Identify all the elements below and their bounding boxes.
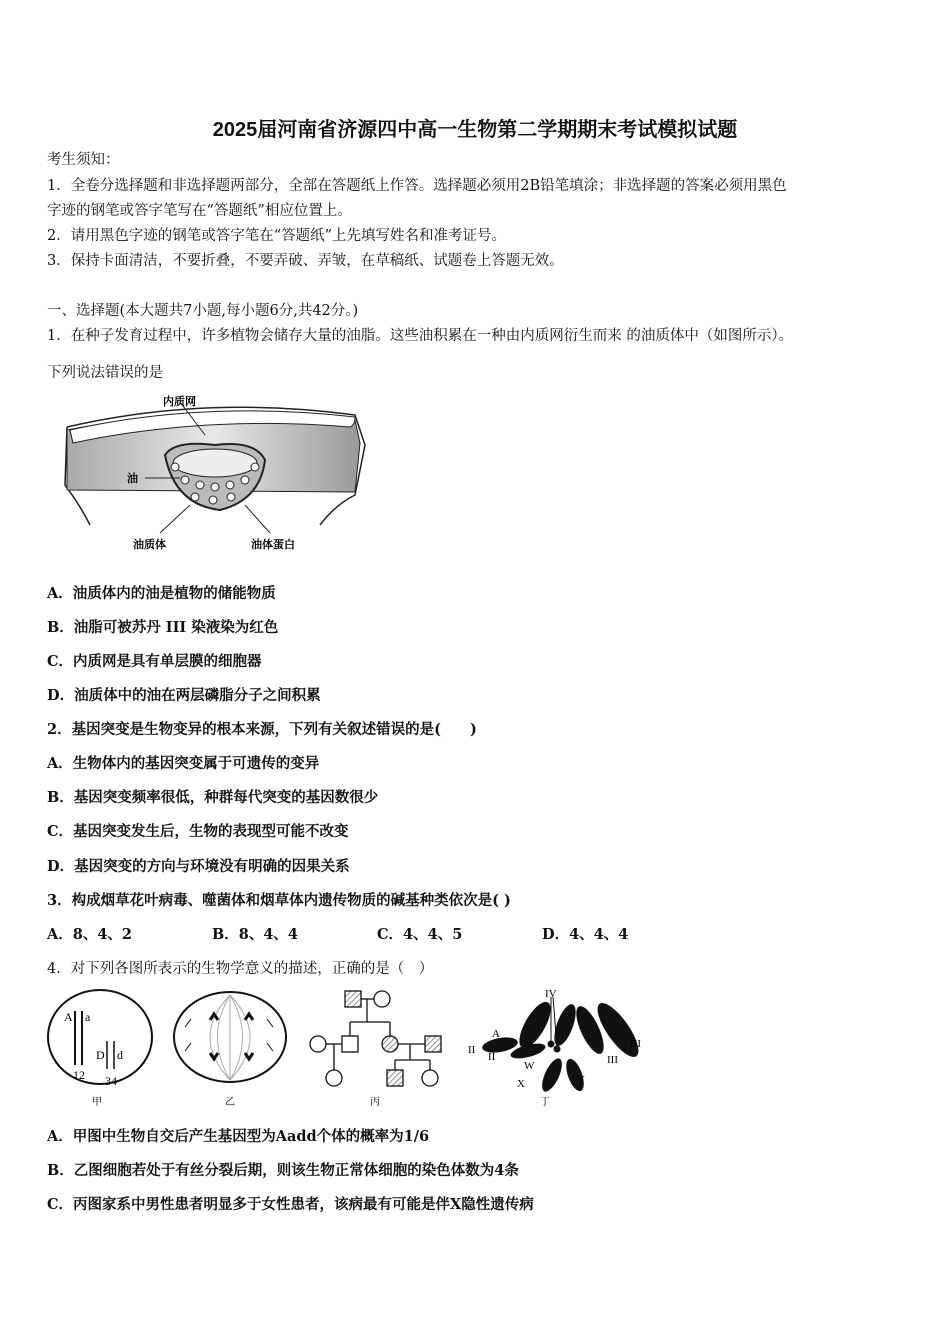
figure-bing <box>310 991 441 1108</box>
figure-yi <box>174 992 286 1108</box>
notice-heading: 考生须知： <box>47 152 120 168</box>
svg-text:a: a <box>536 1044 541 1056</box>
q1-stem-cont: 下列说法错误的是 <box>47 365 163 381</box>
q1-option-b: B．油脂可被苏丹 III 染液染为红色 <box>47 619 279 636</box>
notice-item: 2．请用黑色字迹的钢笔或答字笔在“答题纸”上先填写姓名和准考证号。 <box>47 228 507 244</box>
caption-jia: 甲 <box>92 1097 102 1108</box>
q2-option-d: D．基因突变的方向与环境没有明确的因果关系 <box>47 858 350 875</box>
q4-option-c: C．丙图家系中男性患者明显多于女性患者，该病最有可能是伴X隐性遗传病 <box>47 1196 534 1213</box>
q2-option-b: B．基因突变频率很低，种群每代突变的基因数很少 <box>47 789 379 806</box>
svg-text:Y: Y <box>577 1074 585 1086</box>
svg-text:III: III <box>607 1054 618 1066</box>
q1-option-c: C．内质网是具有单层膜的细胞器 <box>47 653 262 670</box>
q4-option-b: B．乙图细胞若处于有丝分裂后期，则该生物正常体细胞的染色体数为4条 <box>47 1162 519 1179</box>
label-oleosin: 油体蛋白 <box>251 539 295 551</box>
q1-option-a: A．油质体内的油是植物的储能物质 <box>47 585 276 602</box>
q4-option-a: A．甲图中生物自交后产生基因型为Aadd个体的概率为1/6 <box>47 1128 430 1145</box>
q1-stem: 1．在种子发育过程中，许多植物会储存大量的油脂。这些油积累在一种由内质网衍生而来 的油质体中（如图所示）。 <box>47 328 794 344</box>
svg-text:III: III <box>630 1038 641 1050</box>
svg-text:A: A <box>492 1028 500 1040</box>
svg-text:12: 12 <box>73 1068 85 1082</box>
q2-option-a: A．生物体内的基因突变属于可遗传的变异 <box>47 755 320 772</box>
q3-stem: 3．构成烟草花叶病毒、噬菌体和烟草体内遗传物质的碱基种类依次是( ) <box>47 892 511 909</box>
notice-item: 1．全卷分选择题和非选择题两部分，全部在答题纸上作答。选择题必须用2B铅笔填涂；非选择题的答案必须用黑色 <box>47 178 787 194</box>
svg-text:X: X <box>517 1078 525 1090</box>
q4-figures <box>40 985 650 1110</box>
page-title: 2025届河南省济源四中高一生物第二学期期末考试模拟试题 <box>212 119 738 141</box>
svg-text:IV: IV <box>545 988 557 1000</box>
svg-text:34: 34 <box>105 1074 117 1088</box>
caption-yi: 乙 <box>225 1097 235 1108</box>
svg-text:A: A <box>64 1010 73 1024</box>
q2-stem: 2．基因突变是生物变异的根本来源，下列有关叙述错误的是( ) <box>47 721 477 738</box>
section-heading: 一、选择题(本大题共7小题,每小题6分,共42分。) <box>47 303 359 319</box>
figure-ding <box>468 988 645 1108</box>
label-oleosome: 油质体 <box>133 539 166 551</box>
caption-ding: 丁 <box>540 1097 550 1108</box>
svg-text:a: a <box>85 1010 91 1024</box>
label-er: 内质网 <box>163 396 196 408</box>
svg-text:II: II <box>468 1044 476 1056</box>
q3-option-b: B．8、4、4 <box>212 926 299 943</box>
q3-option-d: D．4、4、4 <box>542 926 629 943</box>
notice-item: 字迹的钢笔或答字笔写在“答题纸”相应位置上。 <box>47 203 352 219</box>
svg-text:D: D <box>96 1048 105 1062</box>
q1-option-d: D．油质体中的油在两层磷脂分子之间积累 <box>47 687 321 704</box>
q2-option-c: C．基因突变发生后，生物的表现型可能不改变 <box>47 823 349 840</box>
q3-option-c: C．4、4、5 <box>377 926 463 943</box>
svg-text:II: II <box>488 1051 496 1063</box>
notice-item: 3．保持卡面清洁，不要折叠，不要弄破、弄皱，在草稿纸、试题卷上答题无效。 <box>47 253 564 269</box>
figure-jia <box>48 990 152 1108</box>
svg-text:d: d <box>117 1048 123 1062</box>
caption-bing: 丙 <box>370 1097 380 1108</box>
q3-option-a: A．8、4、2 <box>47 926 133 943</box>
oleosome-figure <box>55 385 375 555</box>
label-oil: 油 <box>127 473 138 485</box>
q4-stem: 4．对下列各图所表示的生物学意义的描述，正确的是（ ） <box>47 961 434 977</box>
svg-text:W: W <box>524 1060 535 1072</box>
